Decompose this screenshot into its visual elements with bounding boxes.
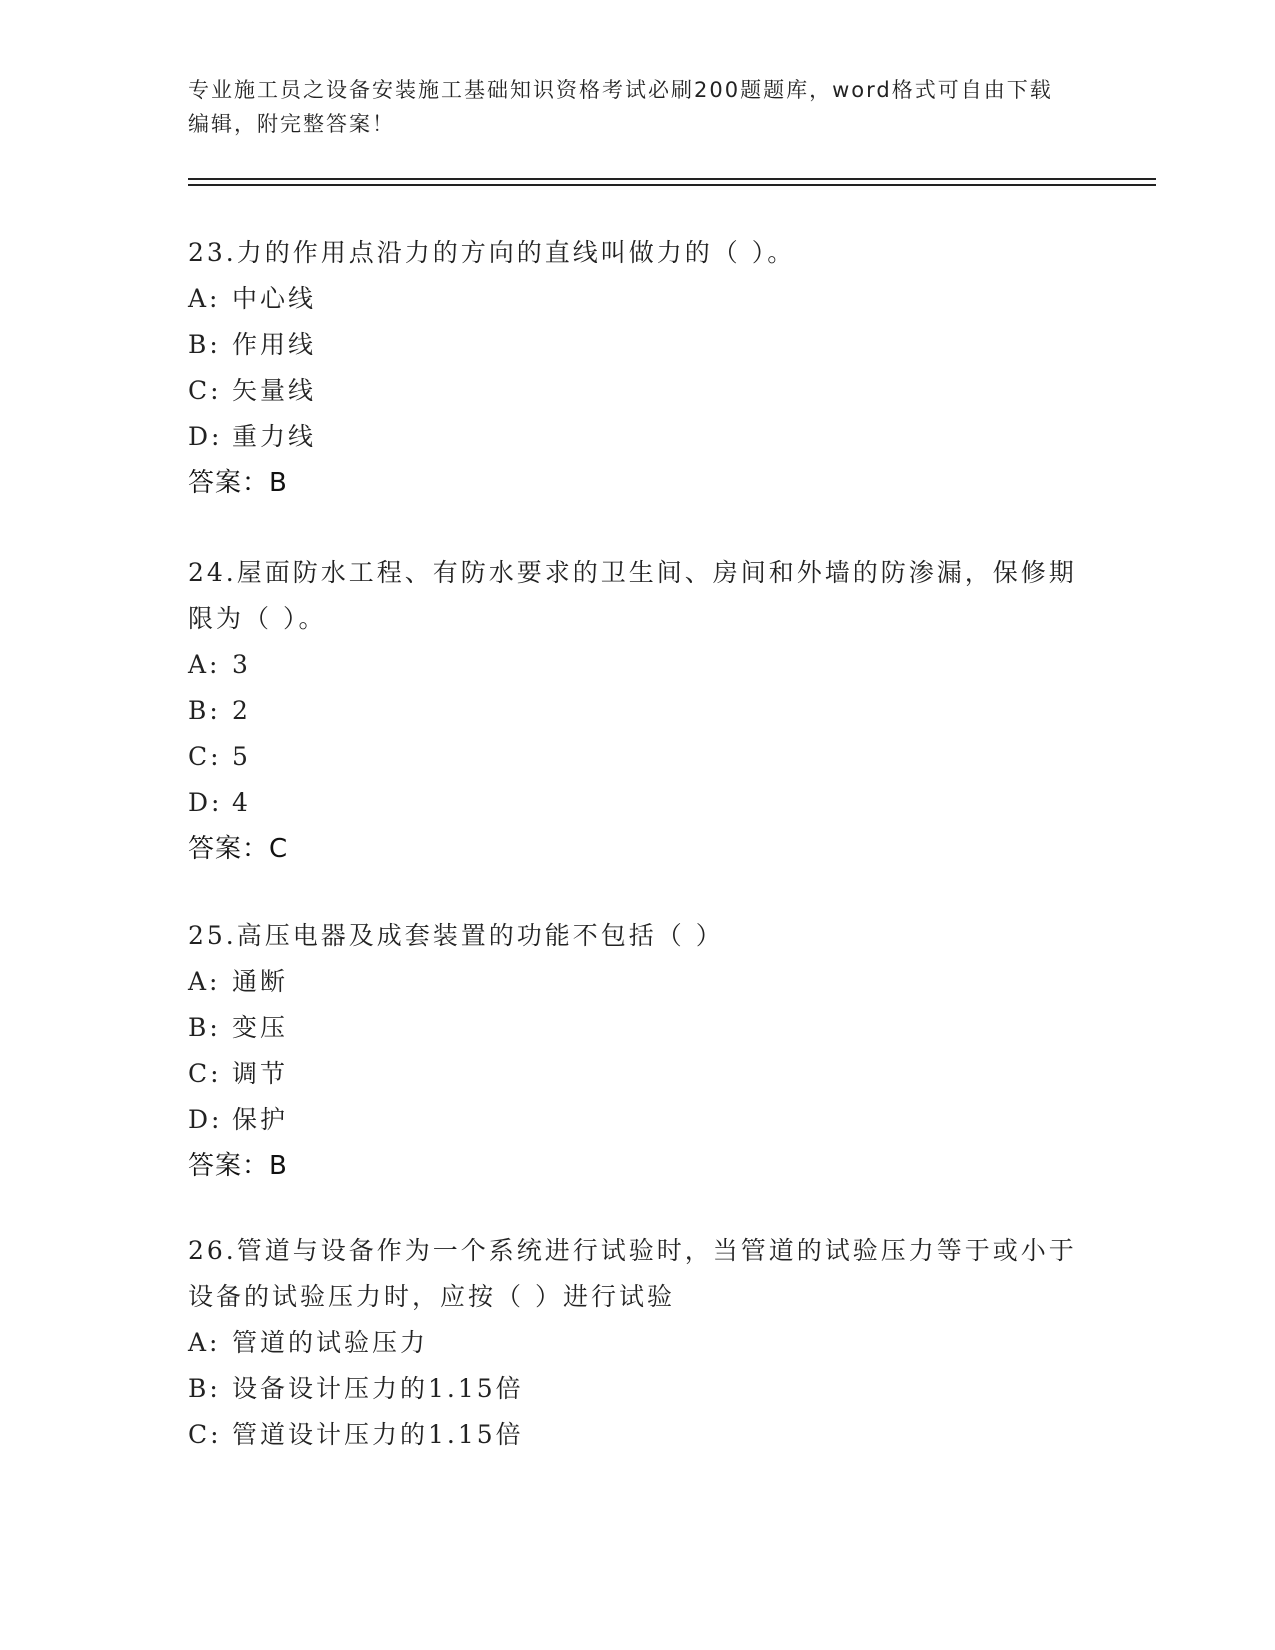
option-d [188, 780, 1088, 826]
option-text: 中心线 [232, 284, 317, 313]
option-d [188, 414, 1088, 460]
option-key: A: [188, 967, 221, 996]
question-stem: 25.高压电器及成套装置的功能不包括（ ） [188, 921, 724, 950]
option-key: A: [188, 284, 221, 313]
option-key: C: [188, 742, 222, 771]
option-b [188, 1005, 1088, 1051]
option-key: C: [188, 1059, 222, 1088]
option-key: D: [188, 788, 223, 817]
option-a [188, 276, 1088, 322]
option-a [188, 1320, 1088, 1366]
option-text: 作用线 [232, 330, 317, 359]
option-key: C: [188, 376, 222, 405]
option-text: 4 [232, 788, 251, 817]
option-text: 管道的试验压力 [232, 1328, 429, 1357]
option-text: 矢量线 [232, 376, 317, 405]
option-key: C: [188, 1420, 222, 1449]
option-text: 5 [232, 742, 251, 771]
option-text: 变压 [232, 1013, 289, 1042]
option-d [188, 1097, 1088, 1143]
document-header: 专业施工员之设备安装施工基础知识资格考试必刷200题题库，word格式可自由下载编辑，附完整答案！ [188, 78, 1053, 136]
option-c [188, 734, 1088, 780]
option-key: B: [188, 330, 221, 359]
option-c [188, 1412, 1088, 1458]
question-26 [188, 1228, 1088, 1458]
option-b [188, 1366, 1088, 1412]
option-c [188, 1051, 1088, 1097]
option-c [188, 368, 1088, 414]
option-b [188, 322, 1088, 368]
answer: 答案：B [188, 468, 288, 498]
option-a [188, 959, 1088, 1005]
question-stem: 23.力的作用点沿力的方向的直线叫做力的（ ）。 [188, 238, 796, 267]
question-24 [188, 550, 1088, 872]
option-key: D: [188, 1105, 223, 1134]
question-stem: 26.管道与设备作为一个系统进行试验时，当管道的试验压力等于或小于设备的试验压力时，应按（ ）进行试验 [188, 1236, 1077, 1311]
option-a [188, 642, 1088, 688]
option-key: D: [188, 422, 223, 451]
answer: 答案：B [188, 1151, 288, 1181]
option-key: B: [188, 1374, 221, 1403]
option-key: B: [188, 696, 221, 725]
question-23 [188, 230, 1088, 506]
option-text: 设备设计压力的1.15倍 [232, 1374, 524, 1403]
option-text: 通断 [232, 967, 289, 996]
header-rule-bottom [188, 184, 1156, 186]
option-key: B: [188, 1013, 221, 1042]
option-key: A: [188, 1328, 221, 1357]
option-text: 3 [232, 650, 251, 679]
option-b [188, 688, 1088, 734]
option-text: 调节 [232, 1059, 289, 1088]
answer: 答案：C [188, 834, 289, 864]
option-text: 管道设计压力的1.15倍 [232, 1420, 524, 1449]
option-text: 重力线 [232, 422, 317, 451]
header-rule-top [188, 178, 1156, 180]
question-stem: 24.屋面防水工程、有防水要求的卫生间、房间和外墙的防渗漏，保修期限为（ ）。 [188, 558, 1077, 633]
option-key: A: [188, 650, 221, 679]
option-text: 保护 [232, 1105, 289, 1134]
option-text: 2 [232, 696, 251, 725]
question-25 [188, 913, 1088, 1189]
